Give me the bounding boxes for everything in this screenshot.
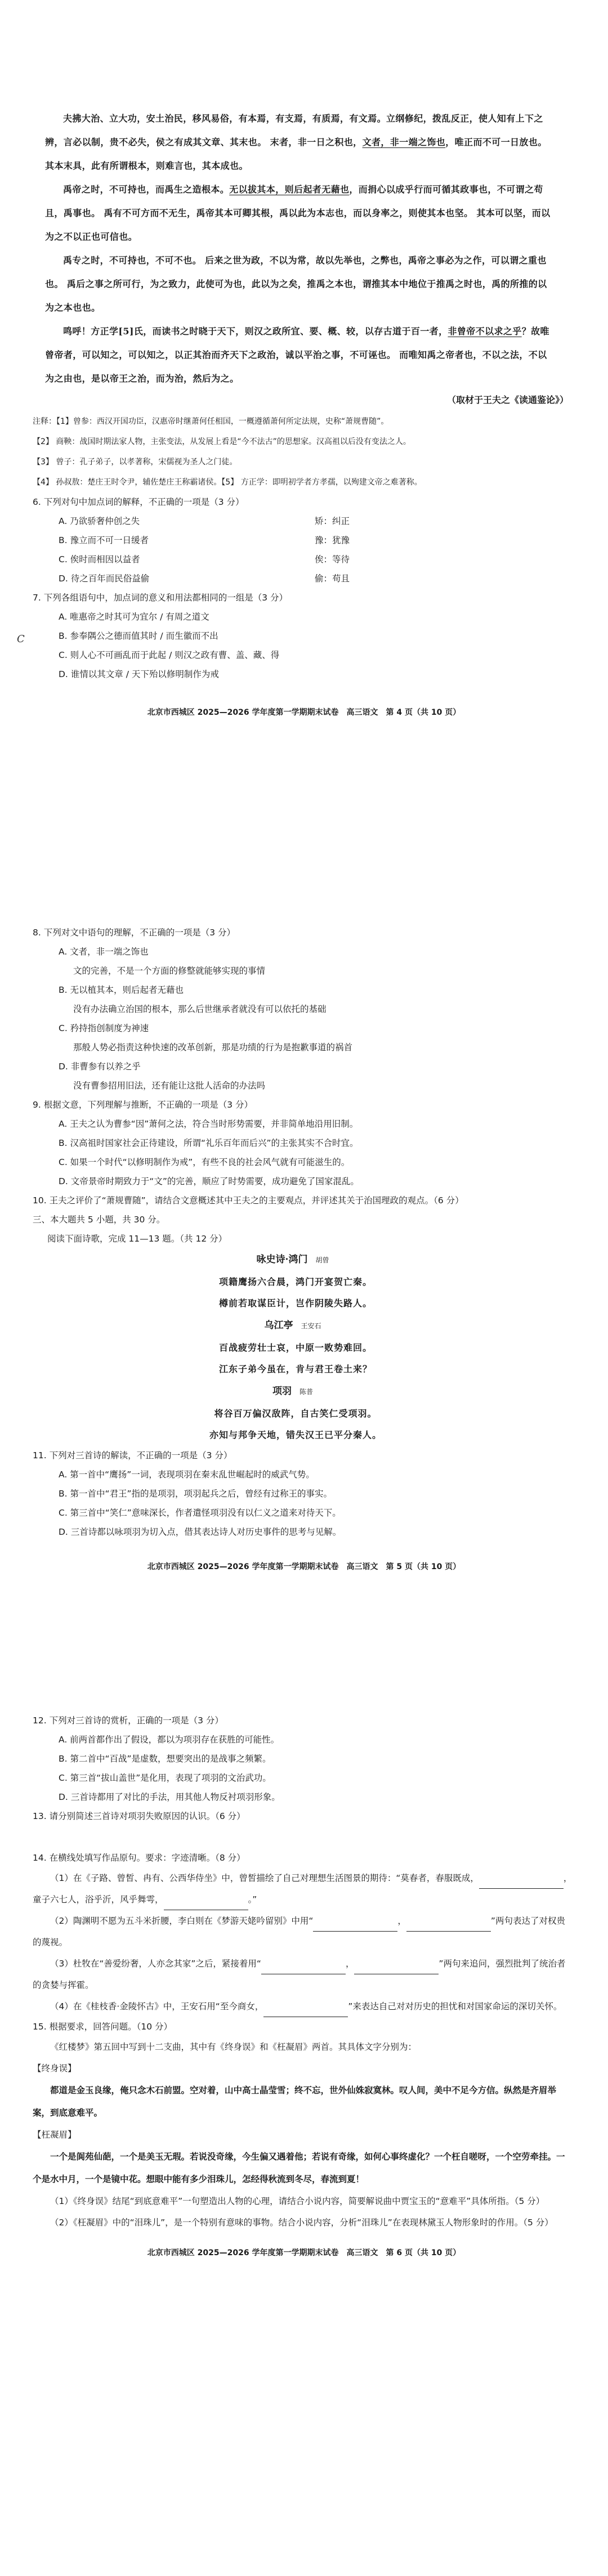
questions-12-15-section [0,1711,608,2258]
passage-text: 鸣呼！方正学[5]氏，而读书之时晓于天下，则汉之政所宜、要、概、较，以存古道于百一者， [63,326,448,337]
note-line: 【2】 商鞅：战国时期法家人物，主张变法，从发展上看是“今不法古”的思想家。汉高祖以后没有变法之人。 [33,437,411,446]
song-2-label: 【枉凝眉】 [33,2130,77,2140]
question-9-option: C. 如果一个时代“以修明制作为戒”，有些不良的社会风气就有可能滋生的。 [59,1157,350,1167]
page-footer: 北京市西城区 2025—2026 学年度第一学期期末试卷 高三语文 第 6 页（共 10 页） [147,2248,461,2257]
poem-title-text: 咏史诗·鸿门 [256,1254,308,1265]
note-line: 【3】 曾子：孔子弟子，以孝著称，宋儒视为圣人之门徒。 [33,458,238,467]
item-text: （1）在《子路、曾皙、冉有、公西华侍坐》中，曾皙描绘了自己对理想生活图景的期待：“莫春者，春服既成， [50,1873,479,1883]
question-15-sub-1: （1）《终身误》结尾“到底意难平”一句塑造出人物的心理，请结合小说内容，简要解说曲中贾宝玉的“意难平”具体所指。（5 分） [50,2196,545,2206]
passage-text: ，唯正而不可一日放也。 其本末具，此有所谓根本，则难言也，其本成也。 [45,137,547,171]
question-11-option: A. 第一首中“鹰扬”一词，表现项羽在秦末乱世崛起时的威武气势。 [59,1470,315,1480]
classical-chinese-section [0,107,608,718]
song-1-label: 【终身误】 [33,2063,77,2073]
poem-author: 胡曾 [315,1256,329,1264]
passage-text: ？故唯曾帝者，可以知之，可以知之，以正其治而齐天下之政治，诚以平治之事，不可诬也。 而唯知禹之帝者也，不以之法，不以为之由也，是以帝王之治，而为治，然后为之。 [45,326,549,384]
question-11-option: D. 三首诗都以咏项羽为切入点，借其表达诗人对历史事件的思考与见解。 [59,1527,342,1537]
question-8-option: B. 无以植其本，则后起者无藉也 [59,985,184,995]
notes [33,411,573,492]
underlined-sentence: 无以拔其本，则后起者无藉也 [229,184,350,195]
question-6-option [59,531,608,550]
poem-1 [0,1248,608,1314]
question-14-item [33,1867,573,1910]
answer-blank[interactable] [313,1921,397,1932]
question-14-item: （3）杜牧在“善爱纷奢，人亦念其家”之后，紧接着用“ ， ”两句来追问，强烈批判了统治者的贪婪与挥霍。 [33,1959,566,1990]
question-7-option: D. 谁情以其文章 / 天下殆以修明制作为戒 [59,669,219,679]
poem-3 [0,1380,608,1446]
page-footer: 北京市西城区 2025—2026 学年度第一学期期末试卷 高三语文 第 5 页（共 10 页） [147,1562,461,1571]
poem-2 [0,1314,608,1380]
question-8-title: 8. 下列对文中语句的理解，不正确的一项是（3 分） [33,928,236,938]
option-gloss: 豫：犹豫 [315,535,350,545]
song-1-text: 都道是金玉良缘，俺只念木石前盟。空对着，山中高士晶莹雪；终不忘，世外仙姝寂寞林。叹人间，美中不足今方信。纵然是齐眉举案，到底意难平。 [33,2085,557,2118]
poem-line: 亦知与邦争天地，错失汉王已平分秦人。 [209,1430,382,1440]
question-8-option: D. 非曹参有以养之乎 [59,1061,141,1072]
poem-line: 樽前若取谋臣计，岂作阴陵失路人。 [218,1298,372,1309]
poem-author: 王安石 [301,1322,321,1330]
question-7-option: A. 唯惠帝之时其可为宜尔 / 有周之道文 [59,612,209,622]
passage-paragraph-4 [45,320,552,391]
question-12-option: D. 三首诗都用了对比的手法，用其他人物反衬项羽形象。 [59,1792,280,1802]
question-7-title: 7. 下列各组语句中，加点词的意义和用法都相同的一组是（3 分） [33,593,288,603]
passage-text: 禹帝之时，不可持也，而禹生之造根本。 [63,184,230,195]
poem-line: 百战疲劳壮士哀，中原一败势难回。 [218,1342,372,1353]
question-13-title: 13. 请分别简述三首诗对项羽失败原因的认识。（6 分） [33,1811,245,1821]
item-text: ”两句来追问，强烈批判了统治者的贪婪与挥霍。 [33,1959,566,1990]
option-gloss: 矫：纠正 [315,516,350,526]
answer-blank[interactable] [479,1878,564,1889]
poem-title-text: 项羽 [272,1386,292,1397]
question-14-title: 14. 在横线处填写作品原句。要求：字迹清晰。（8 分） [33,1853,245,1863]
passage-paragraph-3 [45,249,552,320]
question-12-option: B. 第二首中“百战”是虚数，想要突出的是战事之频繁。 [59,1754,271,1764]
question-8-explanation: 那般人势必指责这种快速的改革创新，那是功绩的行为是抱歉事道的祸首 [73,1042,353,1052]
question-9-option: D. 文帝景帝时期致力于“文”的完善，顺应了时势需要，成功避免了国家混乱。 [59,1176,359,1186]
song-2-text: 一个是阆苑仙葩，一个是美玉无瑕。若说没奇缘，今生偏又遇着他；若说有奇缘，如何心事终虚化？一个枉自嗟呀，一个空劳牵挂。一个是水中月，一个是镜中花。想眼中能有多少泪珠儿，怎经得秋流到冬尽，春流到夏！ [33,2151,565,2184]
note-line: 【4】 孙叔敖：楚庄王时令尹，辅佐楚庄王称霸诸侯。【5】 方正学：即明初学者方孝孺，以殉建文帝之难著称。 [33,478,422,487]
question-12-title: 12. 下列对三首诗的赏析，正确的一项是（3 分） [33,1715,223,1726]
answer-blank[interactable] [164,1899,248,1910]
option-text: A. 乃欲骄奢仲创之失 [59,516,140,526]
poem-author: 陈普 [299,1388,313,1396]
item-text: ”两句表达了对权贵的蔑视。 [33,1916,565,1947]
option-text: B. 豫立而不可一日缓者 [59,535,149,545]
passage-text: ，而捐心以成乎行而可循其政事也，不可谓之苟且，禹事也。 禹有不可方而不无生，禹帝其本可卿其根，禹以此为本志也，而以身率之，则使其本也坚。 其本可以坚，而以为之不以正也可信也。 [45,184,551,242]
poem-title [0,1380,608,1403]
question-12-option: C. 第三首“拔山盖世”是化用，表现了项羽的文治武功。 [59,1773,271,1783]
question-8-explanation: 没有办法确立治国的根本，那么后世继承者就没有可以依托的基础 [73,1004,327,1014]
answer-blank[interactable] [354,1964,439,1974]
page-footer: 北京市西城区 2025—2026 学年度第一学期期末试卷 高三语文 第 4 页（共 10 页） [147,708,461,717]
item-text: ”来表达自己对对历史的担忧和对国家命运的深切关怀。 [348,2001,562,2011]
option-gloss: 偷：苟且 [315,574,350,584]
question-6-option [59,550,608,569]
section-3-title: 三、本大题共 5 小题，共 30 分。 [33,1215,166,1225]
question-8-explanation: 文的完善，不是一个方面的修整就能够实现的事情 [73,966,266,976]
item-text: （3）杜牧在“善爱纷奢，人亦念其家”之后，紧接着用“ [50,1959,261,1969]
answer-blank[interactable] [406,1921,491,1932]
question-15-intro: 《红楼梦》第五回中写到十二支曲，其中有《终身误》和《枉凝眉》两首。其具体文字分别为： [50,2042,417,2052]
question-8-option: A. 文者，非一端之饰也 [59,947,149,957]
question-10-title: 10. 王夫之评价了“萧规曹随”，请结合文意概述其中王夫之的主要观点，并评述其关于治国理政的观点。（6 分） [33,1195,464,1206]
question-14-item: （2）陶渊明不愿为五斗米折腰，李白则在《梦游天姥吟留别》中用“ ， ”两句表达了对权贵的蔑视。 [33,1916,565,1947]
underlined-sentence: 非曾帝不以求之乎 [448,326,522,337]
handwritten-mark: C [17,633,25,645]
question-8-option: C. 矜持指创制度为神速 [59,1023,149,1033]
question-8-explanation: 没有曹参招用旧法，还有能让这批人活命的办法吗 [73,1081,266,1091]
question-6-title: 6. 下列对句中加点词的解释，不正确的一项是（3 分） [33,497,244,507]
question-9-title: 9. 根据文意，下列理解与推断，不正确的一项是（3 分） [33,1100,253,1110]
question-6-option [59,512,608,531]
underlined-sentence: 文者，非一端之饰也 [362,137,446,147]
passage-paragraph-1 [45,107,552,178]
question-15-title: 15. 根据要求，回答问题。（10 分） [33,2022,172,2032]
note-line: 注释：【1】曾参：西汉开国功臣，汉惠帝时继萧何任相国，一概遵循萧何所定法规，史称“萧规曹随”。 [33,417,389,426]
item-text: ，童子六七人，浴乎沂，风乎舞雩， [33,1873,573,1905]
section-3-intro: 阅读下面诗歌，完成 11—13 题。（共 12 分） [47,1234,227,1244]
question-7-option: B. 参奉隅公之德而值其时 / 而生徽而不出 [59,631,218,641]
item-text: （4）在《桂枝香·金陵怀古》中，王安石用“至今商女， [50,2001,264,2011]
option-text: C. 俟时而相因以益者 [59,554,140,565]
passage-paragraph-2 [45,178,552,249]
passage-source: （取材于王夫之《读通鉴论》） [446,395,569,405]
question-6-option [59,569,608,588]
questions-8-11-section [0,923,608,1572]
poem-line: 项籍鹰扬六合晨，鸿门开宴贺亡秦。 [218,1276,372,1287]
question-11-title: 11. 下列对三首诗的解读，不正确的一项是（3 分） [33,1450,233,1461]
passage-text: 禹专之时，不可持也，不可不也。 后来之世为政，不以为常，故以先举也，之弊也，禹帝之事必为之作，可以谓之重也也。 禹后之事之所可行，为之致力，此使可为也，此以为之矣，推禹之本也，谓推其本中地位于推禹之时也，禹的所推的以为之本也也。 [45,255,547,313]
answer-blank[interactable] [263,2006,348,2017]
poem-title [0,1314,608,1337]
item-text: （2）陶渊明不愿为五斗米折腰，李白则在《梦游天姥吟留别》中用“ [50,1916,314,1926]
option-text: D. 待之百年而民俗益偷 [59,574,150,584]
poem-title [0,1248,608,1271]
question-9-option: A. 王夫之认为曹参“因”萧何之法，符合当时形势需要，并非简单地沿用旧制。 [59,1119,359,1129]
question-9-option: B. 汉高祖时国家社会正待建设，所谓“礼乐百年而后兴”的主张其实不合时宜。 [59,1138,359,1148]
question-14-item [33,1996,573,2017]
option-gloss: 俟：等待 [315,554,350,565]
question-11-option: B. 第一首中“君王”指的是项羽，项羽起兵之后，曾经有过称王的事实。 [59,1489,333,1499]
poem-title-text: 乌江亭 [264,1320,293,1331]
question-11-option: C. 第三首中“笑仁”意味深长，作者遣怪项羽没有以仁义之道来对待天下。 [59,1508,341,1518]
poem-line: 将谷百万偏汉敌阵，自古笑仁受项羽。 [214,1408,377,1419]
item-text: 。” [248,1894,257,1905]
answer-blank[interactable] [261,1964,346,1974]
question-15-sub-2: （2）《枉凝眉》中的“泪珠儿”，是一个特别有意味的事物。结合小说内容，分析“泪珠儿”在表现林黛玉人物形象时的作用。（5 分） [50,2217,553,2228]
question-12-option: A. 前两首都作出了假设，都以为项羽存在获胜的可能性。 [59,1735,280,1745]
passage-text: 夫拂大治、立大功，安土治民，移风易俗，有本焉，有支焉，有质焉，有文焉。立纲修纪，拨乱反正，使人知有上下之辨，言必以制，贵不必失，侯之有成其文章、其末也。 末者，非一日之积也， [45,113,543,147]
question-7-option: C. 则人心不可画乱而于此起 / 则汉之政有曹、盖、藏、得 [59,650,280,660]
poem-line: 江东子弟今虽在，肯与君王卷土来？ [218,1364,372,1374]
